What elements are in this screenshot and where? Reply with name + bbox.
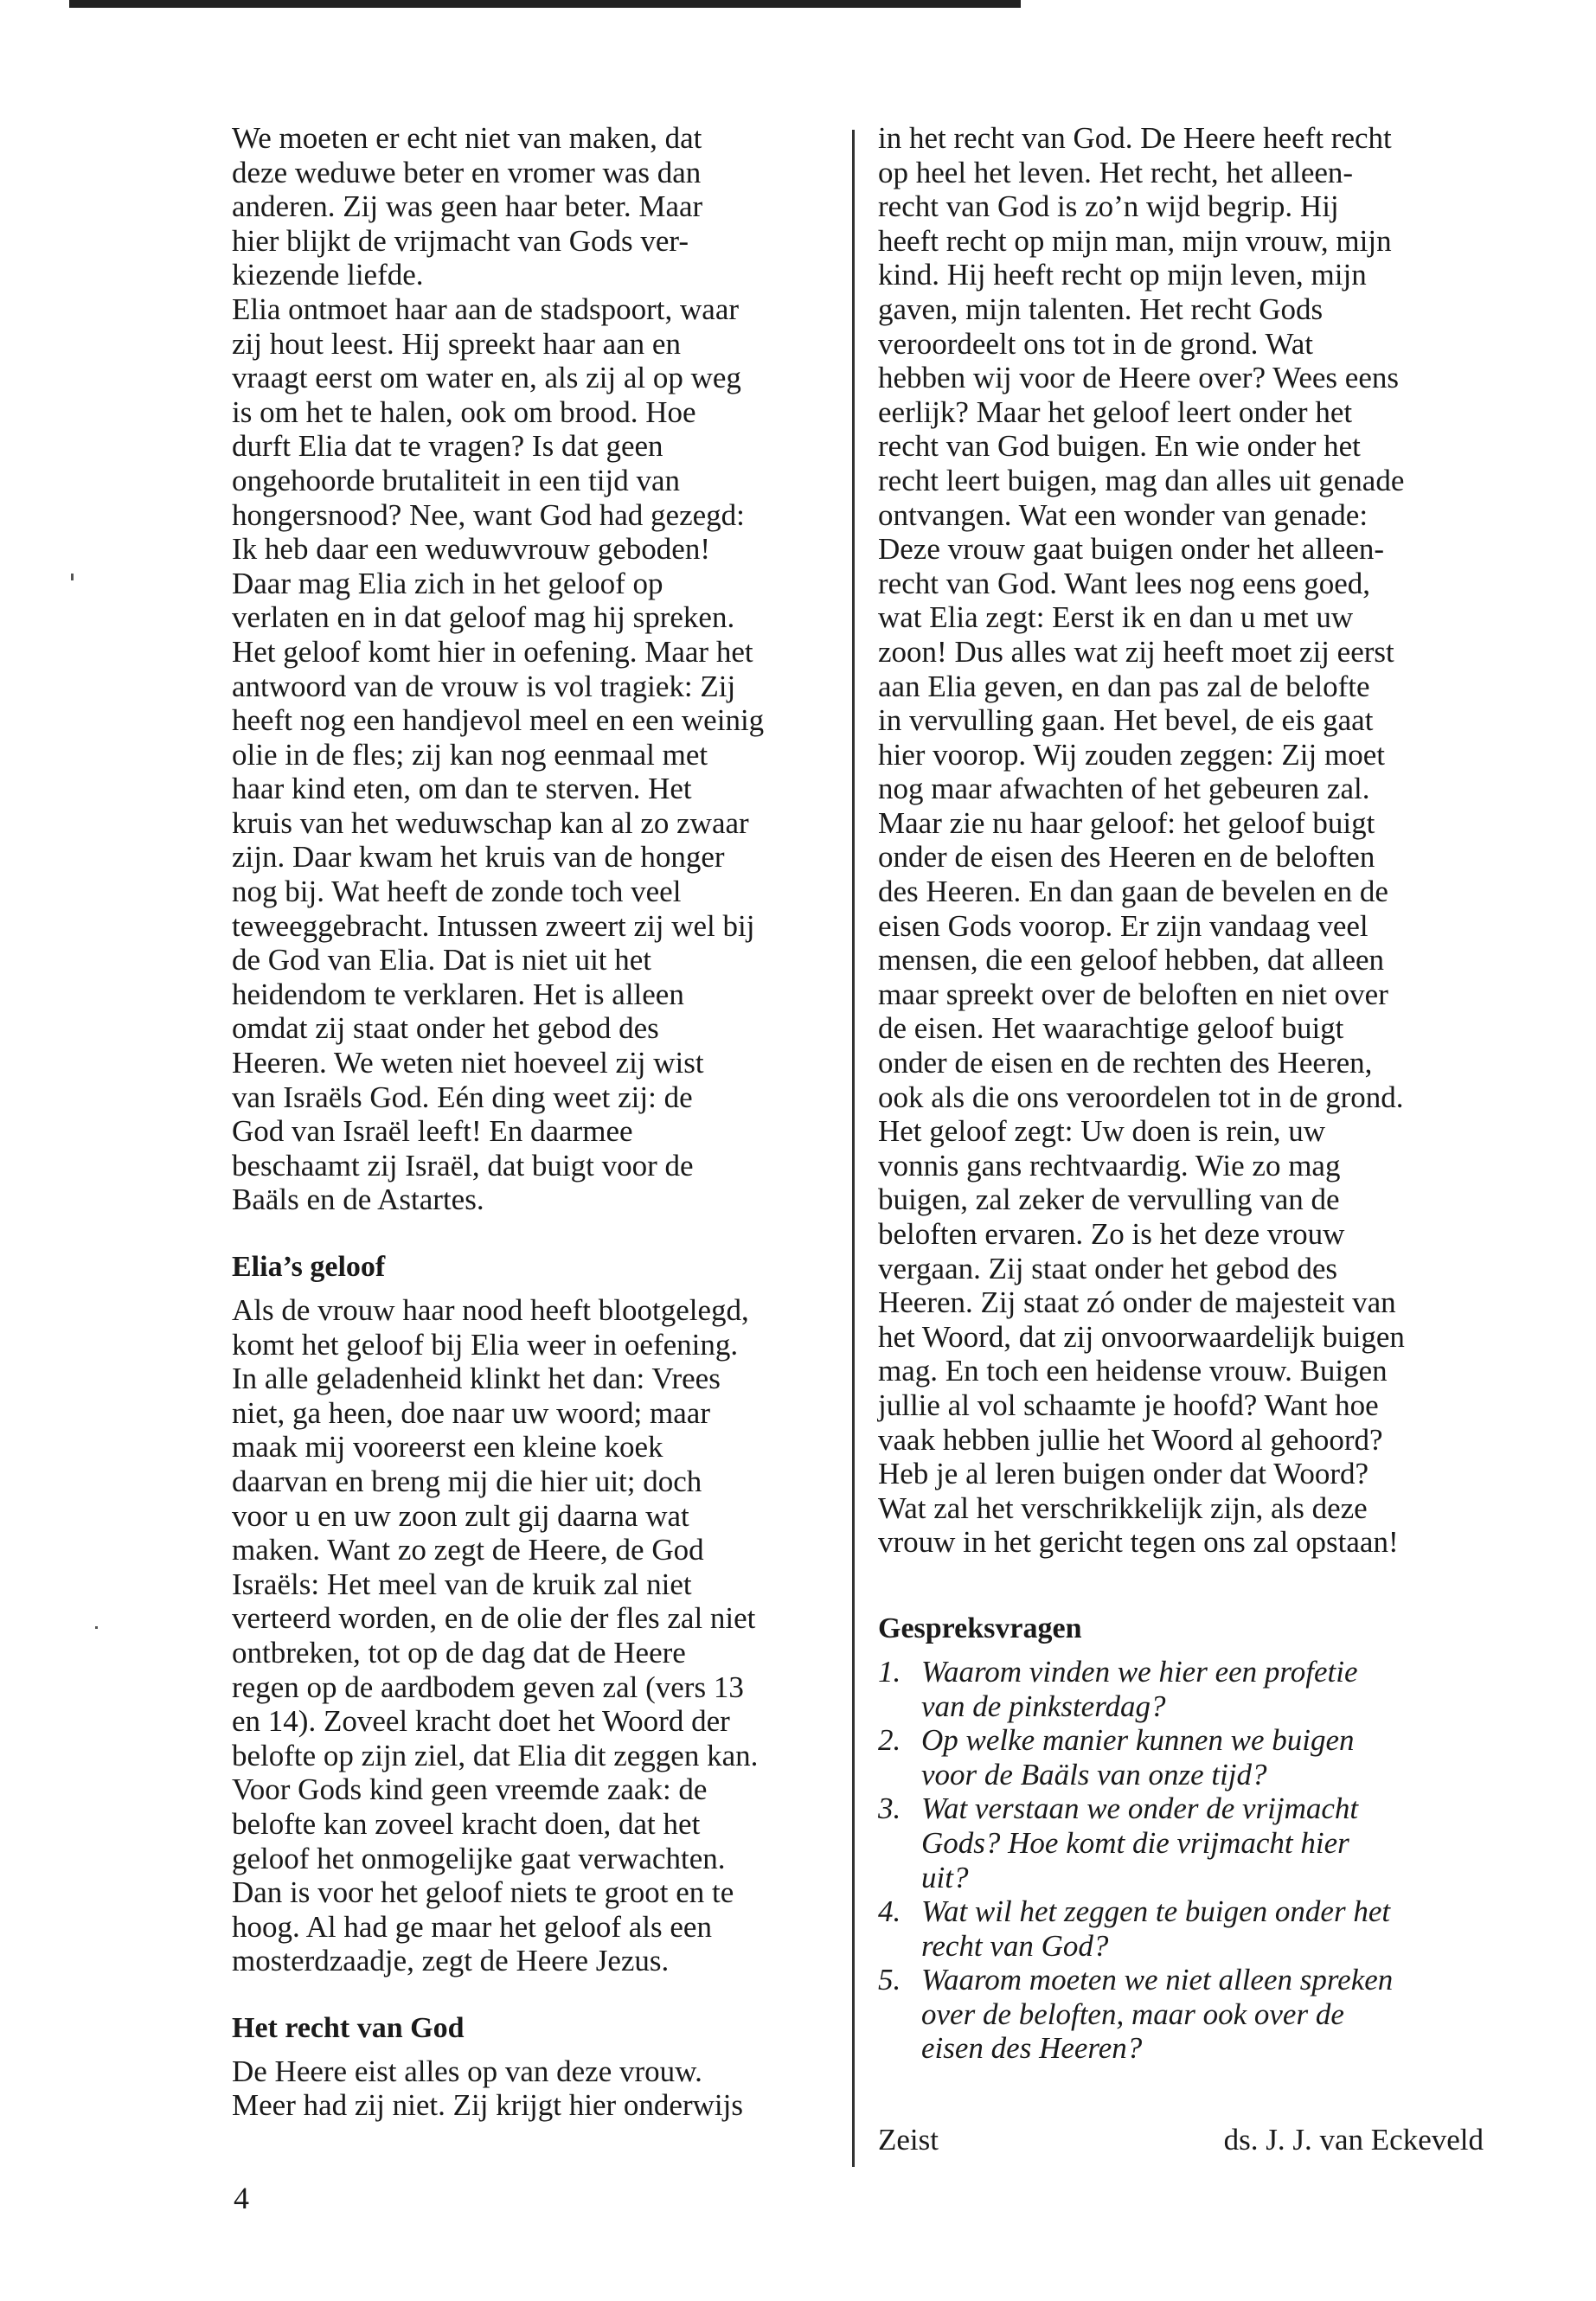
question-number: 4. — [878, 1894, 901, 1929]
text-line: anderen. Zij was geen haar beter. Maar — [232, 189, 703, 224]
question-item — [878, 1655, 1497, 1723]
text-line: buigen, zal zeker de vervulling van de — [878, 1183, 1340, 1217]
text-line: is om het te halen, ook om brood. Hoe — [232, 394, 696, 429]
text-line: kiezende liefde. — [232, 258, 424, 292]
text-line: ontbreken, tot op de dag dat de Heere — [232, 1635, 686, 1670]
text-line: omdat zij staat onder het gebod des — [232, 1011, 659, 1046]
question-text: Wat wil het zeggen te buigen onder het — [921, 1894, 1391, 1929]
question-text: Waarom moeten we niet alleen spreken — [921, 1963, 1394, 1997]
text-line: hier blijkt de vrijmacht van Gods ver- — [232, 223, 689, 258]
text-line: belofte op zijn ziel, dat Elia dit zeggen kan. — [232, 1738, 759, 1772]
text-line: het Woord, dat zij onvoorwaardelijk buigen — [878, 1319, 1405, 1354]
text-line: van Israëls God. Eén ding weet zij: de — [232, 1080, 693, 1114]
text-line: zijn. Daar kwam het kruis van de honger — [232, 840, 725, 875]
scan-speck — [95, 1626, 98, 1629]
right-column — [878, 121, 1497, 2157]
text-line: de eisen. Het waarachtige geloof buigt — [878, 1011, 1344, 1046]
section-heading: Het recht van God — [232, 2011, 465, 2044]
text-line: olie in de fles; zij kan nog eenmaal met — [232, 737, 708, 772]
text-line: vraagt eerst om water en, als zij al op weg — [232, 361, 741, 395]
text-line: heeft recht op mijn man, mijn vrouw, mijn — [878, 223, 1392, 258]
text-line: nog maar afwachten of het gebeuren zal. — [878, 772, 1370, 806]
text-line: Als de vrouw haar nood heeft blootgelegd, — [232, 1293, 749, 1327]
question-text: Waarom vinden we hier een profetie — [921, 1654, 1358, 1689]
text-line: Meer had zij niet. Zij krijgt hier onderwijs — [232, 2088, 743, 2123]
text-line: zij hout leest. Hij spreekt haar aan en — [232, 326, 681, 361]
questions-list — [878, 1655, 1497, 2066]
signature-place: Zeist — [878, 2123, 939, 2157]
text-line: de God van Elia. Dat is niet uit het — [232, 943, 652, 977]
question-text: voor de Baäls van onze tijd? — [921, 1757, 1267, 1791]
text-line: antwoord van de vrouw is vol tragiek: Zij — [232, 669, 736, 703]
question-text: van de pinksterdag? — [921, 1689, 1166, 1723]
paragraph — [232, 2054, 842, 2123]
paragraph — [232, 121, 842, 1217]
text-line: recht van God is zo’n wijd begrip. Hij — [878, 189, 1339, 224]
text-line: Deze vrouw gaat buigen onder het alleen- — [878, 532, 1385, 567]
paragraph — [232, 1293, 842, 1978]
top-rule — [69, 0, 1021, 8]
text-line: Maar zie nu haar geloof: het geloof buigt — [878, 805, 1375, 840]
paragraph — [878, 121, 1497, 1560]
text-line: De Heere eist alles op van deze vrouw. — [232, 2054, 702, 2088]
text-line: beschaamt zij Israël, dat buigt voor de — [232, 1148, 694, 1183]
text-line: hongersnood? Nee, want God had gezegd: — [232, 497, 745, 532]
text-line: wat Elia zegt: Eerst ik en dan u met uw — [878, 600, 1354, 635]
question-text: Gods? Hoe komt die vrijmacht hier — [921, 1825, 1349, 1860]
text-line: Het geloof komt hier in oefening. Maar het — [232, 634, 753, 669]
text-line: Elia ontmoet haar aan de stadspoort, waar — [232, 292, 740, 326]
text-line: kind. Hij heeft recht op mijn leven, mijn — [878, 258, 1367, 292]
text-line: In alle geladenheid klinkt het dan: Vrees — [232, 1362, 721, 1396]
text-line: eerlijk? Maar het geloof leert onder het — [878, 394, 1353, 429]
text-line: komt het geloof bij Elia weer in oefening. — [232, 1327, 739, 1362]
text-line: jullie al vol schaamte je hoofd? Want hoe — [878, 1388, 1379, 1422]
text-line: recht van God. Want lees nog eens goed, — [878, 566, 1371, 600]
text-line: zoon! Dus alles wat zij heeft moet zij eerst — [878, 634, 1394, 669]
question-text: uit? — [921, 1860, 969, 1894]
text-line: onder de eisen des Heeren en de beloften — [878, 840, 1375, 875]
question-number: 3. — [878, 1791, 901, 1826]
text-line: ook als die ons veroordelen tot in de grond. — [878, 1080, 1404, 1114]
signature-author: ds. J. J. van Eckeveld — [1223, 2123, 1484, 2157]
text-line: in vervulling gaan. Het bevel, de eis gaat — [878, 703, 1374, 738]
left-column — [232, 121, 842, 2123]
text-line: heeft nog een handjevol meel en een weinig — [232, 703, 765, 738]
text-line: durft Elia dat te vragen? Is dat geen — [232, 429, 663, 464]
text-line: beloften ervaren. Zo is het deze vrouw — [878, 1217, 1345, 1251]
text-line: niet, ga heen, doe naar uw woord; maar — [232, 1395, 710, 1430]
text-line: Heeren. Zij staat zó onder de majesteit van — [878, 1285, 1396, 1320]
text-line: recht van God buigen. En wie onder het — [878, 429, 1361, 464]
text-line: heidendom te verklaren. Het is alleen — [232, 977, 684, 1011]
text-line: ontvangen. Wat een wonder van genade: — [878, 497, 1368, 532]
text-line: veroordeelt ons tot in de grond. Wat — [878, 326, 1313, 361]
text-line: teweeggebracht. Intussen zweert zij wel bij — [232, 908, 755, 943]
text-line: mag. En toch een heidense vrouw. Buigen — [878, 1354, 1388, 1388]
text-line: ongehoorde brutaliteit in een tijd van — [232, 463, 681, 497]
text-line: recht leert buigen, mag dan alles uit genade — [878, 463, 1405, 497]
text-line: Wat zal het verschrikkelijk zijn, als deze — [878, 1490, 1368, 1525]
text-line: kruis van het weduwschap kan al zo zwaar — [232, 805, 749, 840]
text-line: Ik heb daar een weduwvrouw geboden! — [232, 532, 710, 567]
text-line: deze weduwe beter en vromer was dan — [232, 155, 702, 189]
question-text: recht van God? — [921, 1928, 1109, 1963]
questions-heading: Gespreksvragen — [878, 1612, 1082, 1644]
text-line: maak mij vooreerst een kleine koek — [232, 1430, 663, 1465]
text-line: Heb je al leren buigen onder dat Woord? — [878, 1457, 1369, 1491]
question-text: eisen des Heeren? — [921, 2031, 1143, 2066]
text-line: Daar mag Elia zich in het geloof op — [232, 566, 663, 600]
text-line: mosterdzaadje, zegt de Heere Jezus. — [232, 1944, 670, 1978]
question-item — [878, 1963, 1497, 2066]
text-line: hebben wij voor de Heere over? Wees eens — [878, 361, 1399, 395]
text-line: Het geloof zegt: Uw doen is rein, uw — [878, 1114, 1326, 1149]
text-line: Dan is voor het geloof niets te groot en te — [232, 1875, 734, 1910]
text-line: vaak hebben jullie het Woord al gehoord? — [878, 1422, 1383, 1457]
text-line: en 14). Zoveel kracht doet het Woord der — [232, 1704, 730, 1739]
text-line: des Heeren. En dan gaan de bevelen en de — [878, 875, 1388, 909]
text-line: onder de eisen en de rechten des Heeren, — [878, 1046, 1373, 1080]
text-line: vergaan. Zij staat onder het gebod des — [878, 1251, 1337, 1285]
question-text: over de beloften, maar ook over de — [921, 1997, 1344, 2031]
text-line: maar spreekt over de beloften en niet over — [878, 977, 1388, 1011]
text-line: verteerd worden, en de olie der fles zal niet — [232, 1601, 756, 1636]
text-line: Voor Gods kind geen vreemde zaak: de — [232, 1772, 708, 1807]
text-line: mensen, die een geloof hebben, dat alleen — [878, 943, 1385, 977]
text-line: We moeten er echt niet van maken, dat — [232, 121, 702, 155]
question-number: 2. — [878, 1723, 901, 1758]
text-line: gaven, mijn talenten. Het recht Gods — [878, 292, 1324, 326]
question-number: 5. — [878, 1963, 901, 1997]
text-line: God van Israël leeft! En daarmee — [232, 1114, 633, 1149]
column-divider — [852, 130, 855, 2167]
text-line: hier voorop. Wij zouden zeggen: Zij moet — [878, 737, 1385, 772]
question-item — [878, 1723, 1497, 1791]
text-line: Heeren. We weten niet hoeveel zij wist — [232, 1046, 704, 1080]
text-line: geloof het onmogelijke gaat verwachten. — [232, 1841, 726, 1875]
question-number: 1. — [878, 1654, 901, 1689]
text-line: nog bij. Wat heeft de zonde toch veel — [232, 875, 682, 909]
question-text: Op welke manier kunnen we buigen — [921, 1723, 1355, 1758]
text-line: regen op de aardbodem geven zal (vers 13 — [232, 1670, 744, 1704]
text-line: Israëls: Het meel van de kruik zal niet — [232, 1567, 692, 1601]
text-line: voor u en uw zoon zult gij daarna wat — [232, 1498, 689, 1533]
text-line: belofte kan zoveel kracht doen, dat het — [232, 1806, 701, 1841]
text-line: in het recht van God. De Heere heeft recht — [878, 121, 1392, 155]
text-line: Baäls en de Astartes. — [232, 1183, 484, 1217]
question-item — [878, 1791, 1497, 1894]
scan-speck — [71, 574, 74, 580]
section-heading: Elia’s geloof — [232, 1251, 386, 1283]
text-line: hoog. Al had ge maar het geloof als een — [232, 1909, 712, 1944]
text-line: eisen Gods voorop. Er zijn vandaag veel — [878, 908, 1368, 943]
text-line: vonnis gans rechtvaardig. Wie zo mag — [878, 1148, 1341, 1183]
signature — [878, 2123, 1484, 2157]
question-item — [878, 1894, 1497, 1963]
text-line: verlaten en in dat geloof mag hij spreken. — [232, 600, 735, 635]
text-line: vrouw in het gericht tegen ons zal opstaan! — [878, 1525, 1399, 1560]
text-line: op heel het leven. Het recht, het alleen- — [878, 155, 1354, 189]
page-number: 4 — [234, 2181, 249, 2215]
text-line: aan Elia geven, en dan pas zal de belofte — [878, 669, 1370, 703]
text-line: daarvan en breng mij die hier uit; doch — [232, 1464, 702, 1498]
text-line: haar kind eten, om dan te sterven. Het — [232, 772, 692, 806]
question-text: Wat verstaan we onder de vrijmacht — [921, 1791, 1359, 1826]
text-line: maken. Want zo zegt de Heere, de God — [232, 1533, 704, 1567]
